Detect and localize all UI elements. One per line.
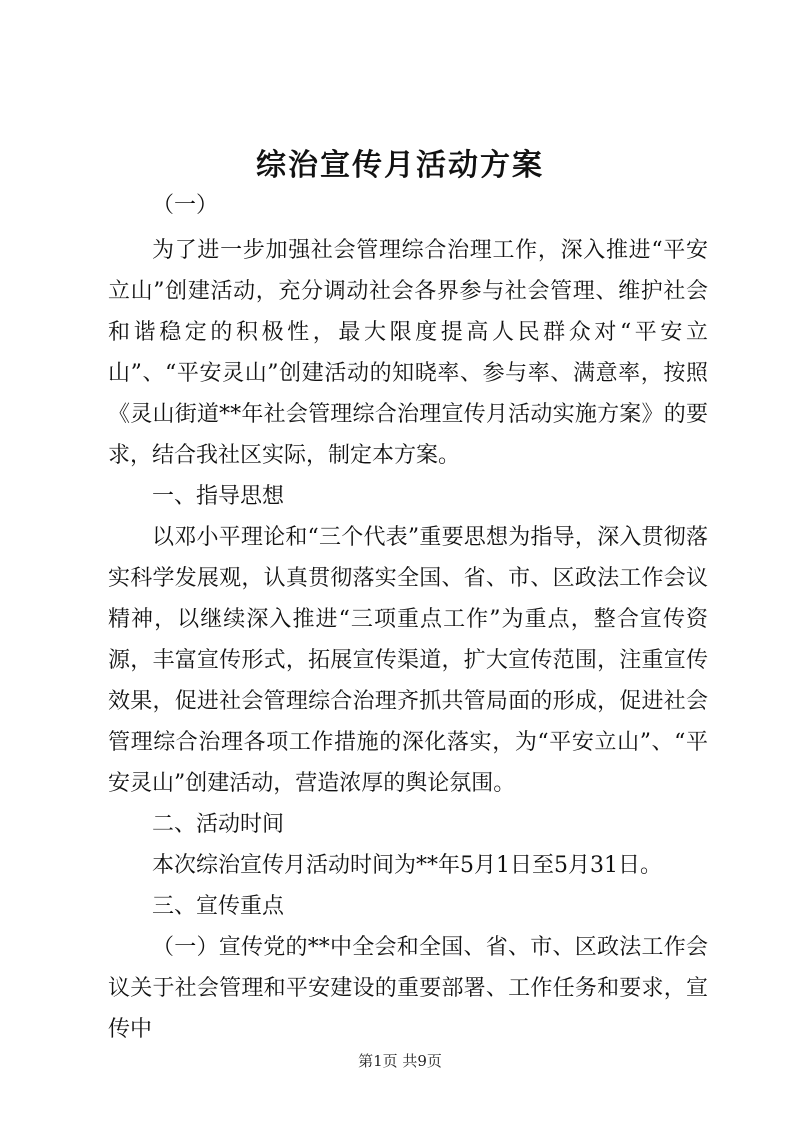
document-body xyxy=(108,185,708,1050)
heading-guiding-ideology: 一、指导思想 xyxy=(152,484,285,509)
guiding-ideology-paragraph: 以邓小平理论和“三个代表”重要思想为指导，深入贯彻落实科学发展观，认真贯彻落实全国、省、市、区政法工作会议精神，以继续深入推进“三项重点工作”为重点，整合宣传资源，丰富宣传形式，拓展宣传渠道，扩大宣传范围，注重宣传效果，促进社会管理综合治理齐抓共管局面的形成，促进社会管理综合治理各项工作措施的深化落实，为“平安立山”、“平安灵山”创建活动，营造浓厚的舆论氛围。 xyxy=(108,525,708,796)
page-indicator: 第1页 共9页 xyxy=(358,1052,442,1070)
section-marker: （一） xyxy=(152,193,219,218)
heading-activity-time: 二、活动时间 xyxy=(152,812,285,837)
heading-publicity-focus: 三、宣传重点 xyxy=(152,894,285,919)
activity-time-paragraph: 本次综治宣传月活动时间为**年5月1日至5月31日。 xyxy=(152,853,662,878)
document-title: 综治宣传月活动方案 xyxy=(256,148,544,183)
intro-paragraph: 为了进一步加强社会管理综合治理工作，深入推进“平安立山”创建活动，充分调动社会各界参与社会管理、维护社会和谐稳定的积极性，最大限度提高人民群众对“平安立山”、“平安灵山”创建活动的知晓率、参与率、满意率，按照《灵山街道**年社会管理综合治理宣传月活动实施方案》的要求，结合我社区实际，制定本方案。 xyxy=(108,238,708,468)
publicity-focus-paragraph: （一）宣传党的**中全会和全国、省、市、区政法工作会议关于社会管理和平安建设的重要部署、工作任务和要求，宣传中 xyxy=(108,935,708,1042)
